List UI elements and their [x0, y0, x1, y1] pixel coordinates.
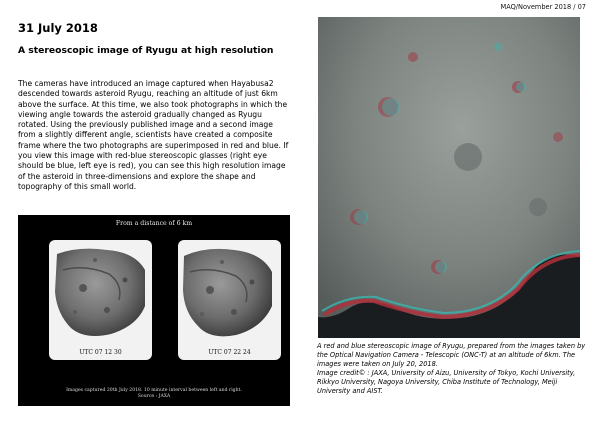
anaglyph-image	[318, 17, 580, 338]
anaglyph-caption-line2: Image credit© : JAXA, University of Aizu, University of Tokyo, Kochi University, Rikkyo University, Nagoya University, Chiba Institute of Technology, Meiji University and AIST.	[317, 369, 576, 395]
figure-caption	[18, 388, 290, 400]
anaglyph-caption-line1: A red and blue stereoscopic image of Ryugu, prepared from the images taken by the Optical Navigation Camera - Telescopic (ONC-T) at an altitude of 6km. The images were taken on July 20, 2018.	[317, 342, 586, 368]
article-title: A stereoscopic image of Ryugu at high resolution	[18, 45, 274, 56]
asteroid-image-right	[178, 240, 281, 360]
left-timestamp: UTC 07 12 30	[79, 349, 122, 356]
asteroid-right-graphic	[178, 240, 281, 360]
stereo-pair-figure	[18, 215, 290, 406]
asteroid-image-left	[49, 240, 152, 360]
right-timestamp: UTC 07 22 24	[208, 349, 251, 356]
article-body: The cameras have introduced an image captured when Hayabusa2 descended towards asteroid Ryugu, reaching an altitude of just 6km above the surface. At this time, we also took photographs in which the viewing angle towards the asteroid gradually changed as Ryugu rotated. Using the previously published image and a second image from a slightly different angle, scientists have created a composite frame where the two photographs are superimposed in red and blue. If you view this image with red-blue stereoscopic glasses (right eye should be blue, left eye is red), you can see this high resolution image of the asteroid in three-dimensions and explore the shape and topography of this small world.	[18, 79, 289, 191]
page-header: MAQ/November 2018 / 07	[500, 3, 586, 11]
figure-caption-line1: Images captured 20th July 2018. 10 minute interval between left and right.	[66, 388, 242, 393]
anaglyph-caption	[317, 342, 587, 396]
anaglyph-graphic	[318, 17, 580, 338]
article-date: 31 July 2018	[18, 21, 98, 35]
figure-heading: From a distance of 6 km	[115, 220, 193, 227]
asteroid-left-graphic	[49, 240, 152, 360]
figure-caption-line2: Source : JAXA	[137, 394, 171, 399]
